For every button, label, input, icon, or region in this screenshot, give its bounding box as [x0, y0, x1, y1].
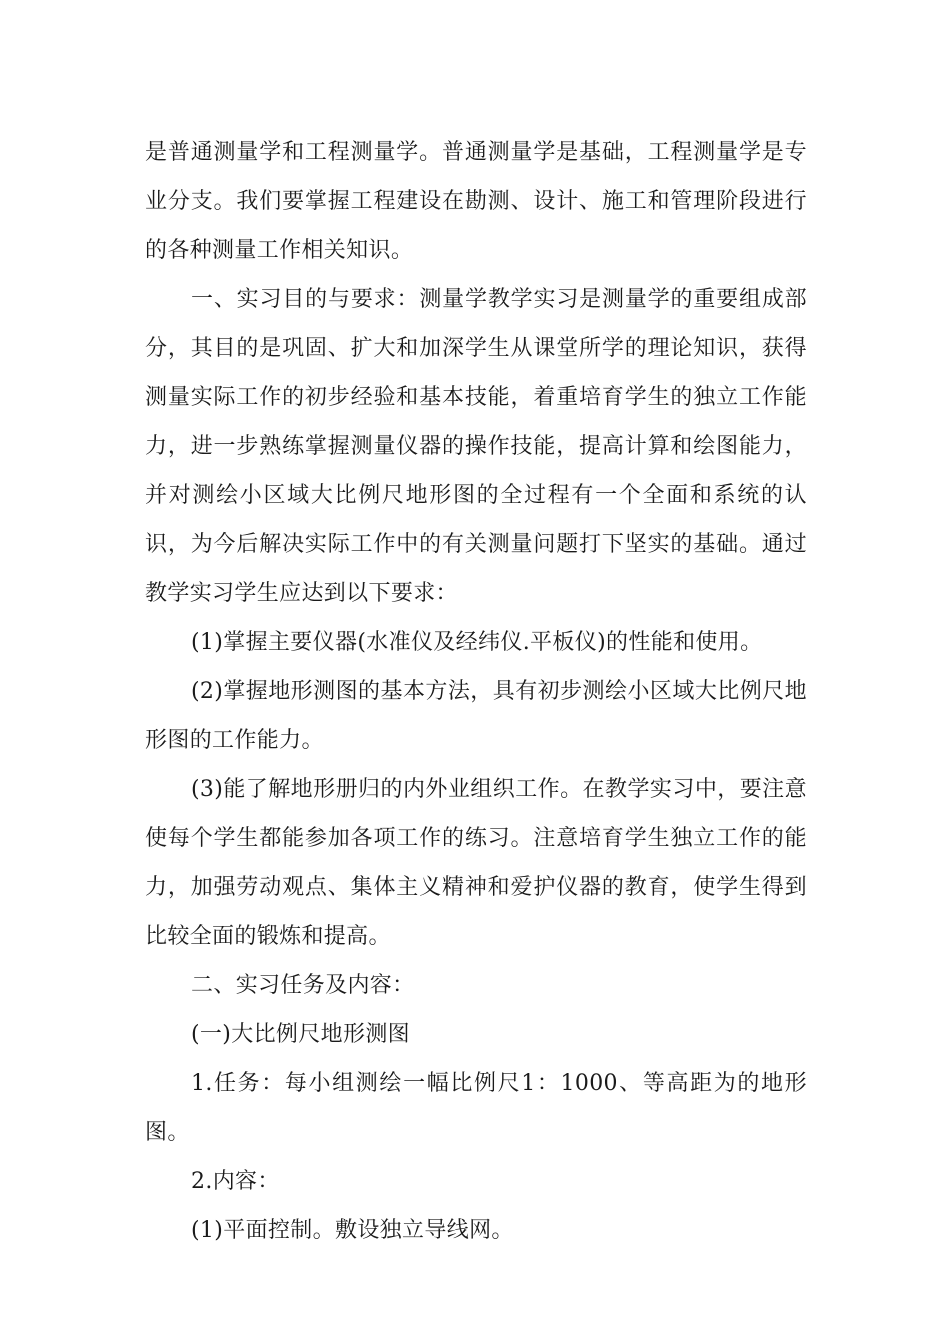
paragraph-intro-continued: 是普通测量学和工程测量学。普通测量学是基础，工程测量学是专业分支。我们要掌握工程建设在勘测、设计、施工和管理阶段进行的各种测量工作相关知识。: [145, 140, 807, 263]
section-2-heading: 二、实习任务及内容：: [191, 973, 415, 998]
paragraph-task: 1.任务：每小组测绘一幅比例尺1：1000、等高距为的地形图。: [145, 1071, 807, 1145]
paragraph-requirement-3: (3)能了解地形册归的内外业组织工作。在教学实习中，要注意使每个学生都能参加各项工作的练习。注意培育学生独立工作的能力，加强劳动观点、集体主义精神和爱护仪器的教育，使学生得到比较全面的锻炼和提高。: [145, 777, 807, 949]
document-page: [145, 128, 807, 1255]
paragraph-plane-control: (1)平面控制。敷设独立导线网。: [191, 1218, 514, 1243]
paragraph-content-heading: 2.内容：: [191, 1169, 280, 1194]
subsection-1-heading: (一)大比例尺地形测图: [191, 1022, 411, 1047]
paragraph-requirement-1: (1)掌握主要仪器(水准仪及经纬仪.平板仪)的性能和使用。: [191, 630, 763, 655]
paragraph-requirement-2: (2)掌握地形测图的基本方法，具有初步测绘小区域大比例尺地形图的工作能力。: [145, 679, 807, 753]
paragraph-section-1-goals: 一、实习目的与要求：测量学教学实习是测量学的重要组成部分，其目的是巩固、扩大和加深学生从课堂所学的理论知识，获得测量实际工作的初步经验和基本技能，着重培育学生的独立工作能力，进一步熟练掌握测量仪器的操作技能，提高计算和绘图能力，并对测绘小区域大比例尺地形图的全过程有一个全面和系统的认识，为今后解决实际工作中的有关测量问题打下坚实的基础。通过教学实习学生应达到以下要求：: [145, 287, 807, 606]
